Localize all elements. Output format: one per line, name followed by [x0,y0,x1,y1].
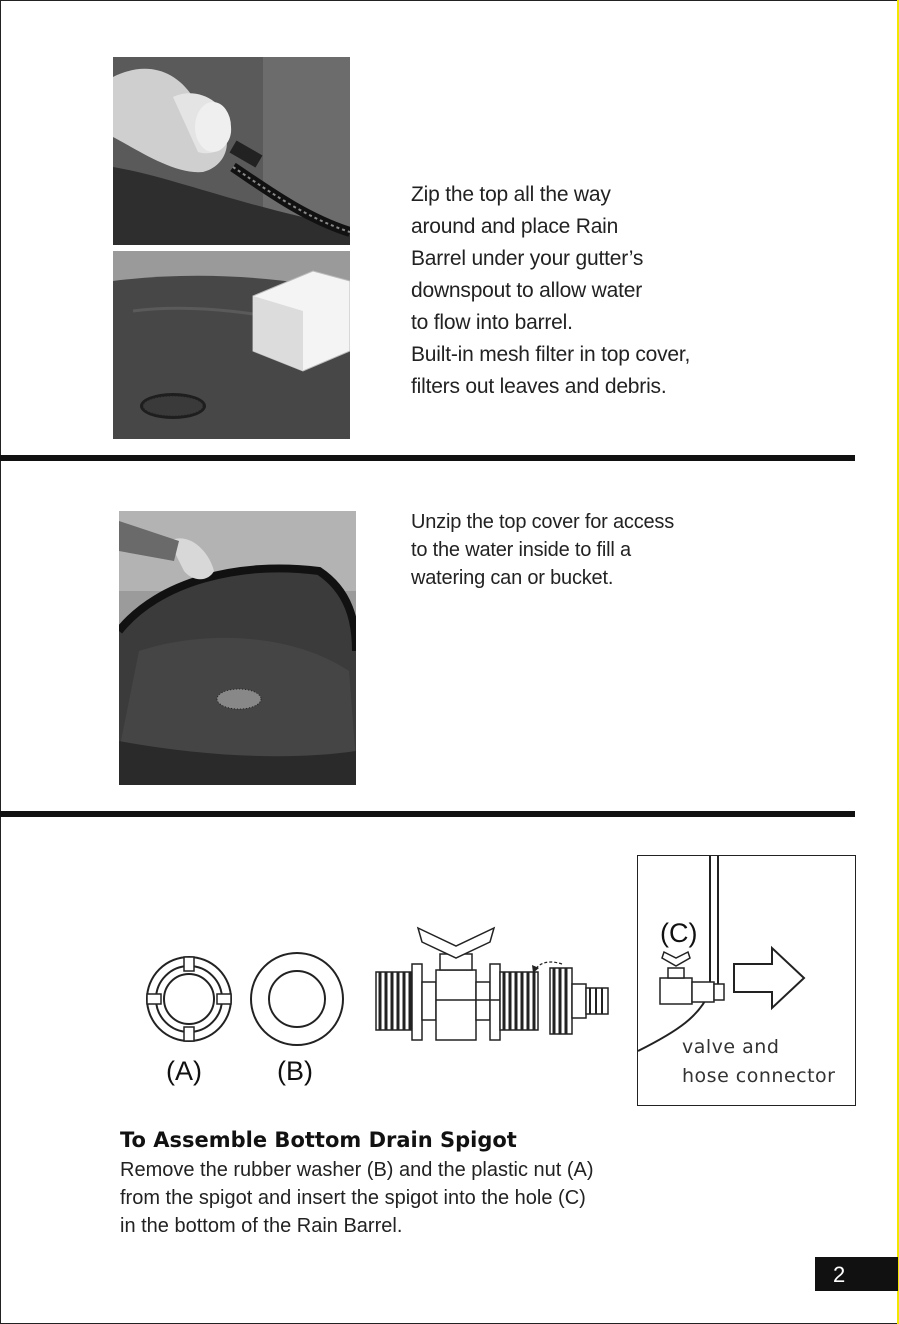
text-line: Remove the rubber washer (B) and the plastic nut (A) [120,1159,594,1181]
text-line: Barrel under your gutter’s [411,247,644,270]
text-line: to the water inside to fill a [411,539,631,561]
spigot-parts-diagram [140,920,620,1050]
section3-heading: To Assemble Bottom Drain Spigot [120,1128,517,1152]
section-divider [0,811,855,817]
part-label-b: (B) [277,1056,313,1086]
rubber-washer-drawing [251,953,343,1045]
inset-label-line: valve and [682,1036,780,1058]
plastic-nut-drawing [147,957,231,1041]
photo-zipping-top [113,57,350,245]
photo-downspout [113,251,350,439]
section3-text [120,1156,594,1240]
text-line: Zip the top all the way [411,183,611,206]
inset-valve-diagram [637,855,856,1106]
part-label-a: (A) [166,1056,202,1086]
spigot-drawing [376,928,608,1040]
text-line: in the bottom of the Rain Barrel. [120,1215,403,1237]
inset-label-line: hose connector [682,1065,836,1087]
text-line: watering can or bucket. [411,567,614,589]
text-line: filters out leaves and debris. [411,375,667,398]
section1-text [411,179,690,403]
text-line: Built-in mesh filter in top cover, [411,343,691,366]
page-number: 2 [833,1262,846,1287]
photo-unzipped-cover [119,511,356,785]
section2-text [411,508,674,592]
page-number-box [815,1257,898,1291]
text-line: from the spigot and insert the spigot into the hole (C) [120,1187,586,1209]
text-line: to flow into barrel. [411,311,573,334]
part-label-c: (C) [660,918,698,948]
text-line: Unzip the top cover for access [411,511,675,533]
text-line: downspout to allow water [411,279,642,302]
text-line: around and place Rain [411,215,619,238]
section-divider [0,455,855,461]
